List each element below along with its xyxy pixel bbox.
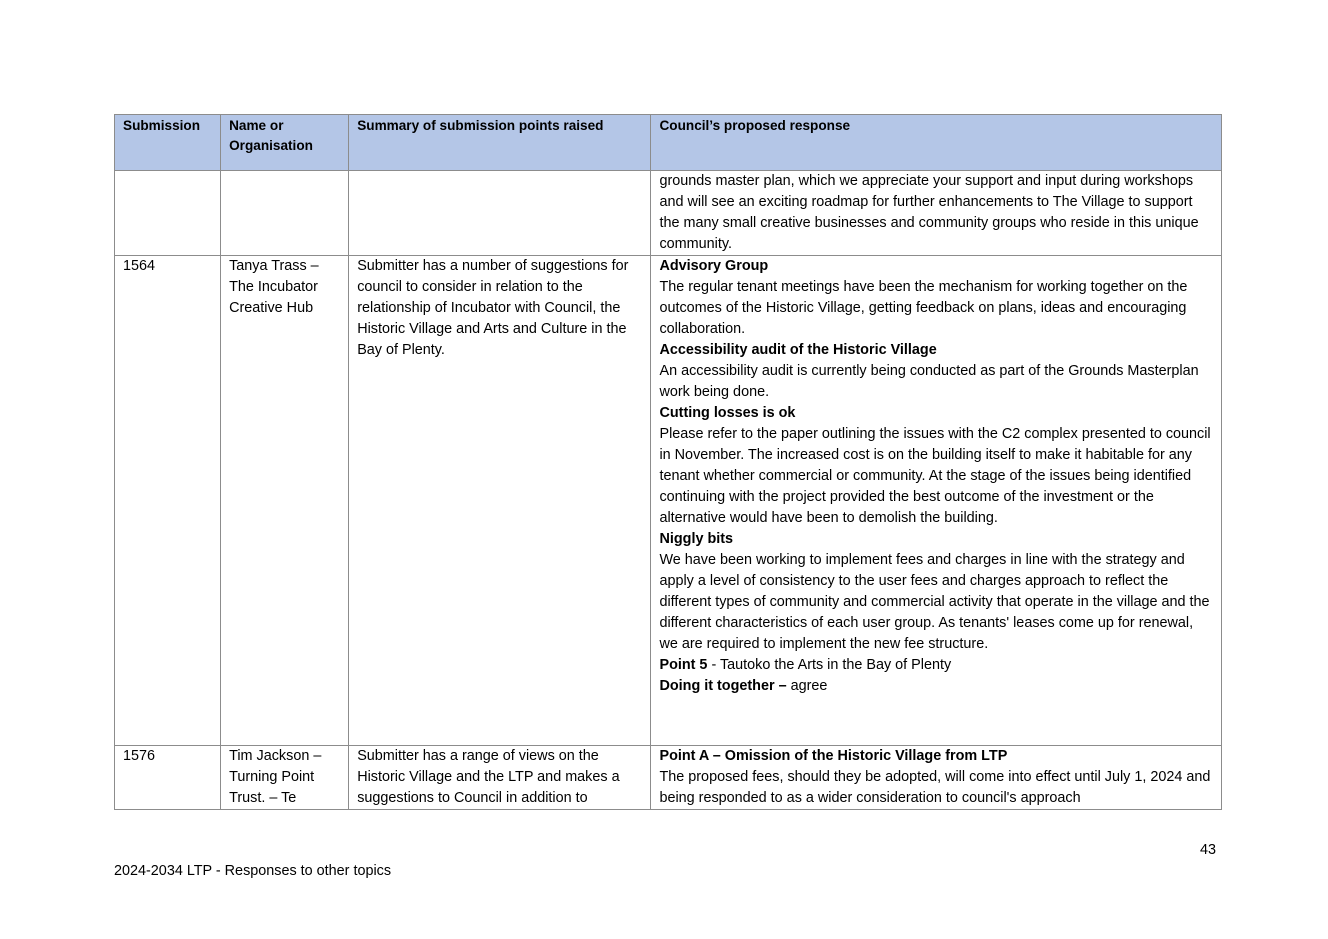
response-paragraph: The regular tenant meetings have been the mechanism for working together on the outcomes of the Historic Village, getting feedback on plans, ideas and encouraging collaboration.	[659, 279, 1188, 337]
cell-name: Tim Jackson – Turning Point Trust. – Te	[221, 746, 349, 810]
response-paragraph: grounds master plan, which we appreciate your support and input during workshops and will see an exciting roadmap for further enhancements to The Village to support the many small creative businesses and community groups who reside in this unique community.	[659, 173, 1199, 252]
footer-document-title: 2024-2034 LTP - Responses to other topics	[114, 863, 392, 879]
response-heading: Advisory Group	[659, 258, 769, 274]
response-heading: Niggly bits	[659, 531, 734, 547]
header-submission: Submission	[115, 115, 221, 171]
cell-submission: 1564	[115, 256, 221, 746]
response-heading: Cutting losses is ok	[659, 405, 796, 421]
table-header-row	[115, 115, 1222, 171]
cell-response	[651, 746, 1222, 810]
table-row	[115, 256, 1222, 746]
cell-summary: Submitter has a range of views on the Historic Village and the LTP and makes a suggestions to Council in addition to	[349, 746, 651, 810]
cell-submission: 1576	[115, 746, 221, 810]
response-point: Doing it together – agree	[659, 678, 828, 694]
response-heading: Accessibility audit of the Historic Village	[659, 342, 937, 358]
header-summary: Summary of submission points raised	[349, 115, 651, 171]
response-paragraph: Please refer to the paper outlining the issues with the C2 complex presented to council in November. The increased cost is on the building itself to make it habitable for any tenant whether commercial or community. At the stage of the issues being identified continuing with the project provided the best outcome of the investment or the alternative would have been to demolish the building.	[659, 426, 1211, 526]
cell-response	[651, 171, 1222, 256]
table-row	[115, 171, 1222, 256]
response-point: Point 5 - Tautoko the Arts in the Bay of Plenty	[659, 657, 952, 673]
response-paragraph: The proposed fees, should they be adopted, will come into effect until July 1, 2024 and being responded to as a wider consideration to council's approach	[659, 769, 1211, 806]
response-paragraph: An accessibility audit is currently being conducted as part of the Grounds Masterplan work being done.	[659, 363, 1199, 400]
cell-response	[651, 256, 1222, 746]
table-row	[115, 746, 1222, 810]
cell-summary	[349, 171, 651, 256]
cell-name	[221, 171, 349, 256]
header-name: Name or Organisation	[221, 115, 349, 171]
header-response: Council’s proposed response	[651, 115, 1222, 171]
submissions-table	[114, 114, 1222, 810]
response-paragraph: We have been working to implement fees and charges in line with the strategy and apply a level of consistency to the user fees and charges approach to reflect the different types of community and commercial activity that operate in the village and the different characteristics of each user group. As tenants' leases come up for renewal, we are required to implement the new fee structure.	[659, 552, 1210, 652]
cell-submission	[115, 171, 221, 256]
cell-name: Tanya Trass – The Incubator Creative Hub	[221, 256, 349, 746]
cell-summary: Submitter has a number of suggestions for council to consider in relation to the relationship of Incubator with Council, the Historic Village and Arts and Culture in the Bay of Plenty.	[349, 256, 651, 746]
response-heading: Point A – Omission of the Historic Village from LTP	[659, 748, 1008, 764]
page-number: 43	[1199, 842, 1216, 858]
